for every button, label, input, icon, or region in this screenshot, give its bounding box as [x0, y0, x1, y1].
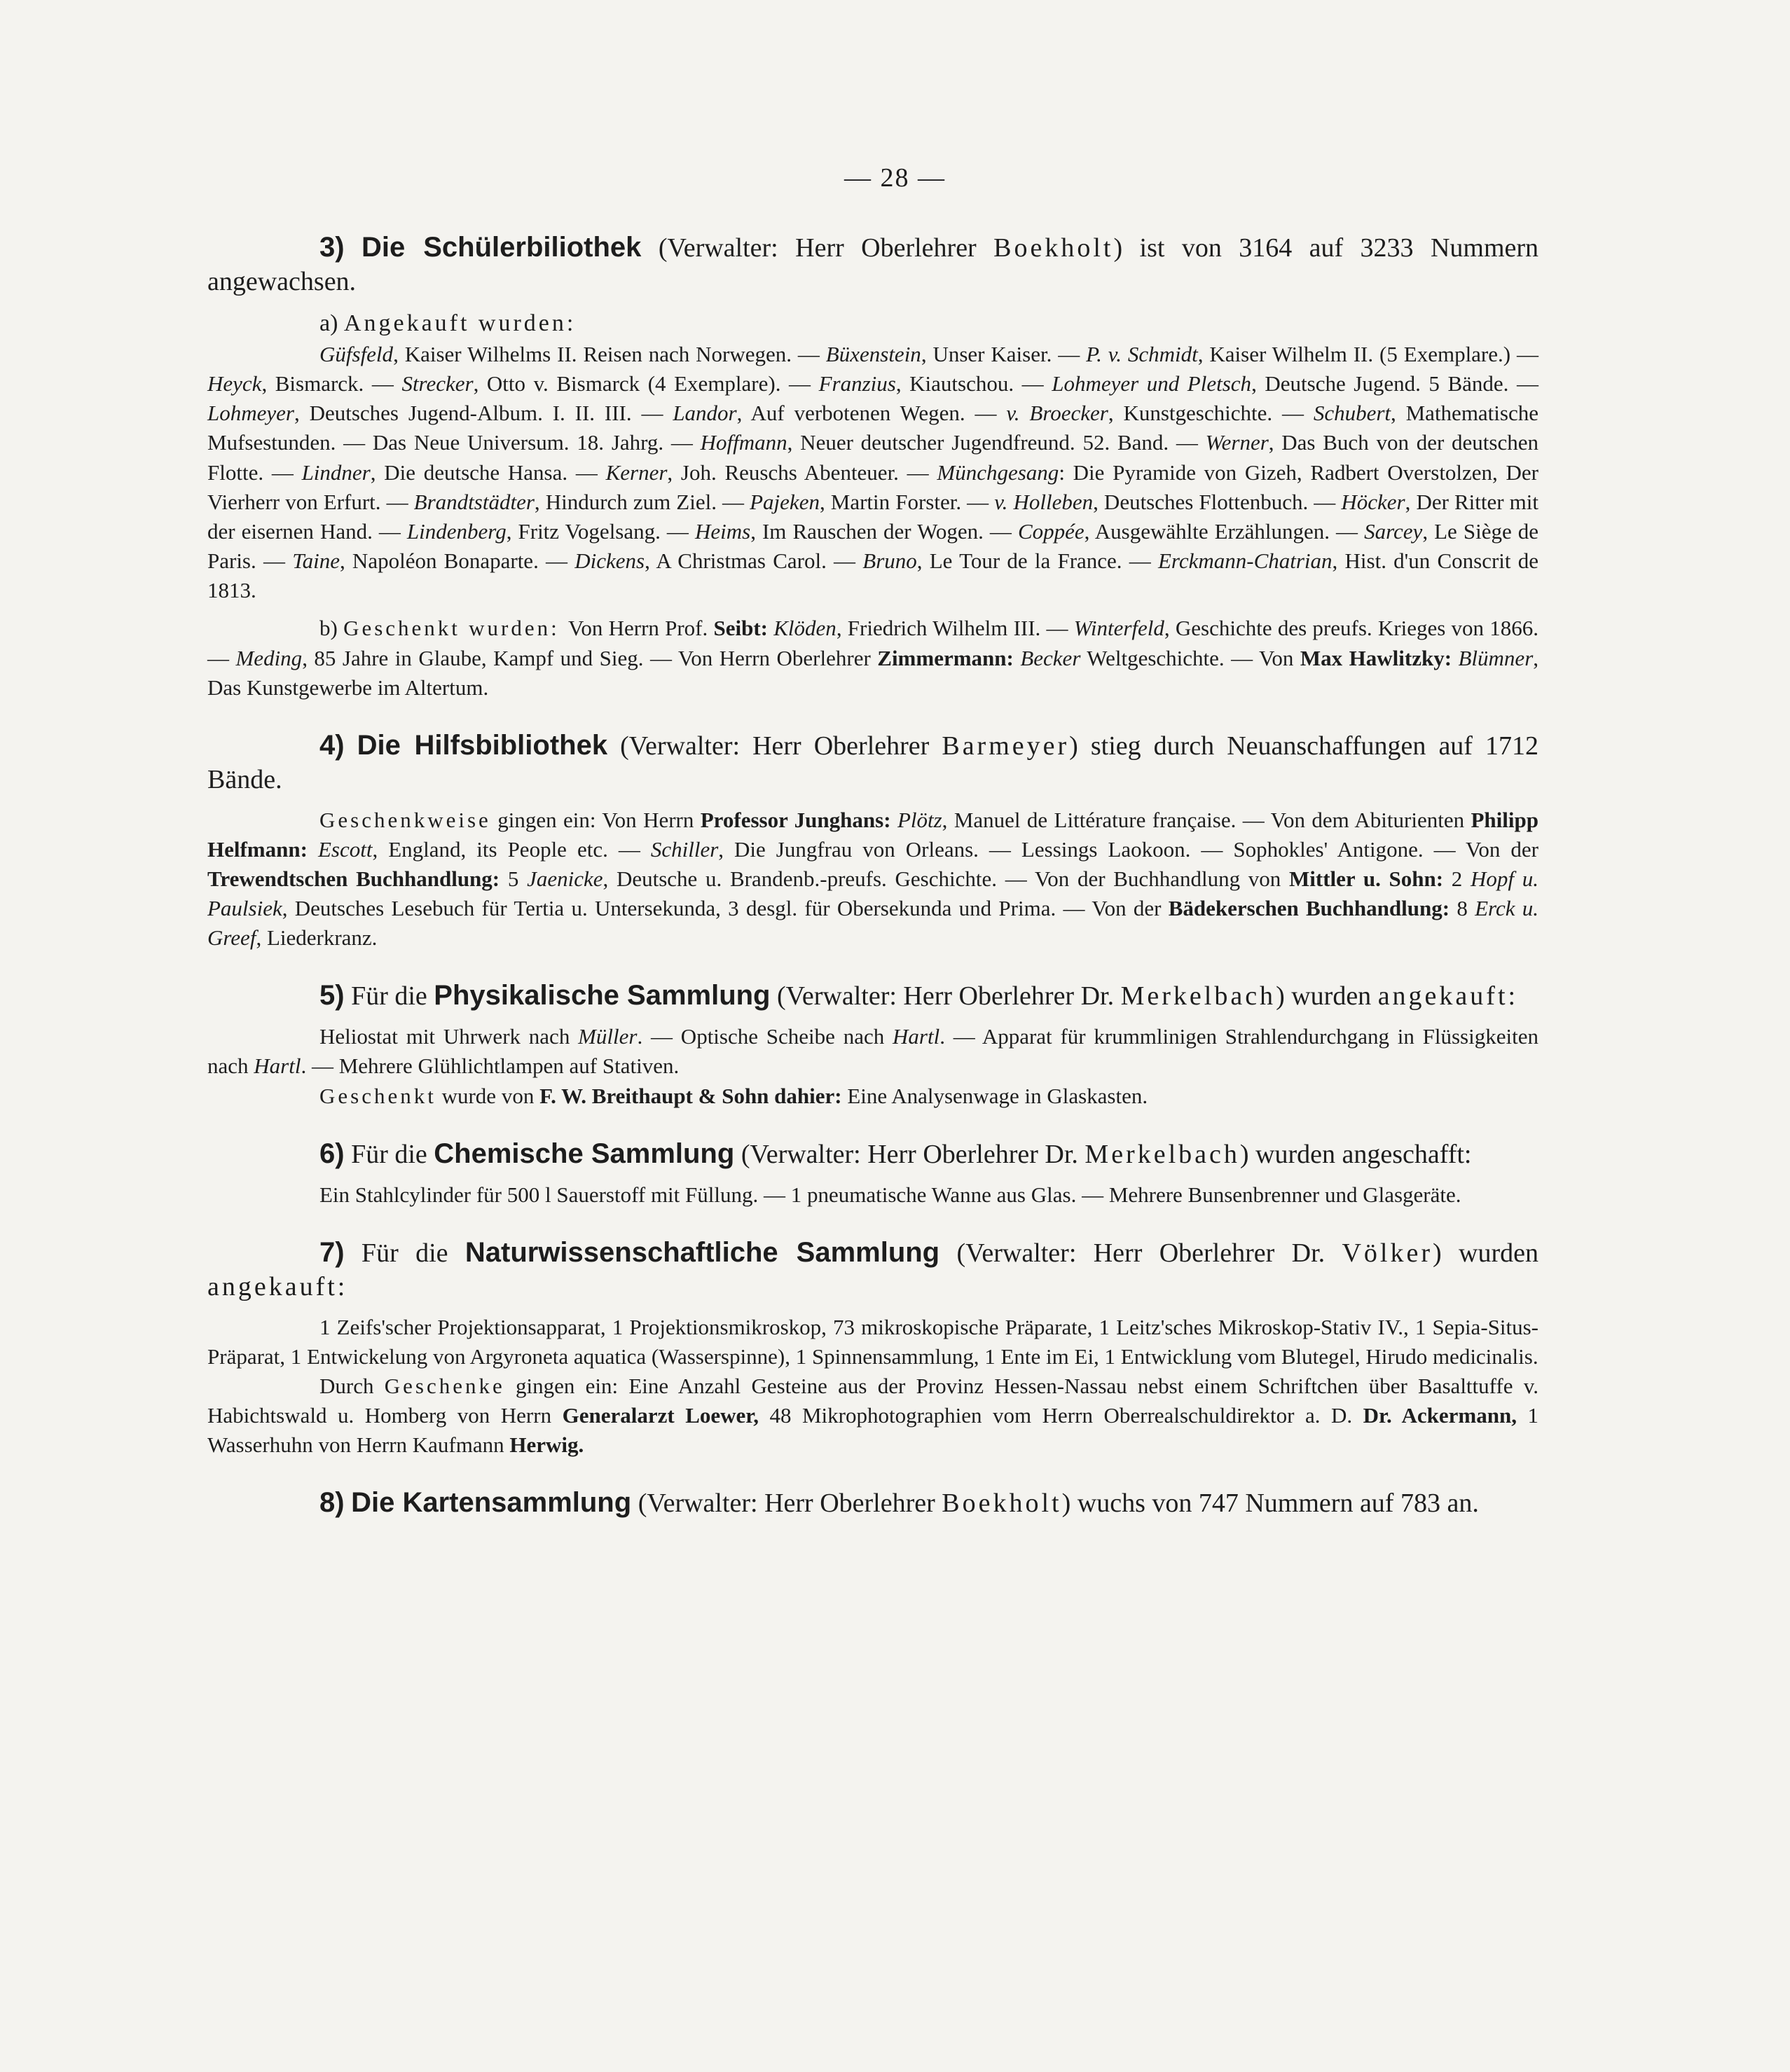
- page-content: [207, 230, 1538, 1521]
- section-3b-title: Geschenkt wurden:: [343, 616, 568, 641]
- section-3a-label: a): [319, 310, 344, 336]
- author-name: Schubert: [1313, 401, 1391, 426]
- section-6-number: 6): [319, 1138, 345, 1169]
- text-run: , 85 Jahre in Glaube, Kampf und Sieg. — Von Herrn Oberlehrer: [302, 645, 878, 670]
- donor-name: Herwig.: [509, 1432, 584, 1458]
- section-6-text-2: ) wurden angeschafft:: [1239, 1139, 1472, 1169]
- text-run: , Deutsche Jugend. 5 Bände. —: [1251, 371, 1538, 396]
- text-run: , Kaiser Wilhelm II. (5 Exemplare.) —: [1197, 341, 1538, 366]
- text-run: , Le Tour de la France. —: [916, 548, 1158, 574]
- author-name: Taine: [292, 548, 340, 574]
- section-4-text-1: (Verwalter: Herr Oberlehrer: [607, 731, 942, 761]
- text-run: [1452, 646, 1458, 670]
- text-run: , Hist. d'un Conscrit de 1813.: [207, 548, 1538, 603]
- author-name: Münchgesang: [937, 460, 1059, 485]
- author-name: v. Holleben: [994, 489, 1094, 514]
- text-run: 8: [1450, 896, 1475, 921]
- donor-name: F. W. Breithaupt & Sohn dahier:: [539, 1083, 842, 1108]
- text-run: gingen ein: Eine Anzahl Gesteine aus der Provinz Hessen-Nassau nebst einem Schriftchen über Basalttuffe v. Habichtswald u. Homberg von Herrn: [207, 1373, 1538, 1428]
- section-4-title: Die Hilfsbibliothek: [357, 729, 608, 761]
- section-8-title: Die Kartensammlung: [351, 1487, 632, 1519]
- text-run: , Liederkranz.: [256, 925, 378, 951]
- section-5-text-2: ) wurden: [1276, 981, 1378, 1011]
- section-7-title: Naturwissenschaftliche Sammlung: [464, 1236, 940, 1268]
- section-6-pre: Für die: [344, 1139, 434, 1169]
- section-8-text-2: ) wuchs von 747 Nummern auf 783 an.: [1061, 1489, 1479, 1519]
- section-7-pre: Für die: [344, 1238, 465, 1268]
- text-run: , Kunstgeschichte. —: [1108, 401, 1314, 426]
- author-name: Erck u. Greef: [207, 896, 1539, 951]
- author-name: P. v. Schmidt: [1086, 341, 1198, 366]
- author-name: Landor: [673, 401, 737, 426]
- section-7-text-1: (Verwalter: Herr Oberlehrer Dr.: [939, 1238, 1342, 1268]
- author-name: Escott: [317, 836, 373, 862]
- text-run: , England, its People etc. —: [372, 836, 651, 862]
- donor-name: Dr. Ackermann,: [1363, 1402, 1517, 1428]
- author-name: Kerner: [605, 460, 668, 485]
- donor-name: Zimmermann:: [877, 645, 1014, 670]
- section-4-number: 4): [319, 729, 345, 761]
- section-7-name: Völker: [1342, 1238, 1433, 1268]
- section-3-heading: [207, 230, 1538, 299]
- text-run: , Deutsches Lesebuch für Tertia u. Untersekunda, 3 desgl. für Obersekunda und Prima. — Von der: [282, 896, 1169, 921]
- section-7-list: 1 Zeifs'scher Projektionsapparat, 1 Projektionsmikroskop, 73 mikroskopische Präparate, 1 Leitz'sches Mikroskop-Stativ IV., 1 Sepia-Situs-Präparat, 1 Entwickelung von Argyroneta aquatica (Wasserspinne), 1 Spinnensammlung, 1 Ente im Ei, 1 Entwicklung vom Blutegel, Hirudo medicinalis.: [207, 1314, 1538, 1369]
- text-run: [308, 837, 318, 862]
- section-7-gifts-pre: Durch: [319, 1373, 385, 1398]
- section-4-gifts-title: Geschenkweise: [319, 807, 491, 832]
- section-5-gifts-items: [436, 1084, 1148, 1108]
- author-name: Becker: [1020, 645, 1081, 670]
- section-7-number: 7): [319, 1236, 345, 1268]
- text-run: , Deutsche u. Brandenb.-preufs. Geschichte. — Von der Buchhandlung von: [603, 866, 1290, 891]
- donor-name: Max Hawlitzky:: [1300, 645, 1452, 670]
- section-7-title-2: angekauft:: [207, 1271, 348, 1301]
- text-run: , Der Ritter mit der eisernen Hand. —: [207, 489, 1538, 544]
- author-name: v. Broecker: [1006, 401, 1108, 426]
- text-run: , Die Jungfrau von Orleans. — Lessings Laokoon. — Sophokles' Antigone. — Von der: [718, 836, 1539, 862]
- text-run: , Manuel de Littérature française. — Von dem Abiturienten: [942, 807, 1471, 832]
- section-3b-list: [207, 614, 1538, 702]
- author-name: Bruno: [862, 548, 917, 574]
- section-7-gifts: [207, 1372, 1538, 1460]
- section-6-list: Ein Stahlcylinder für 500 l Sauerstoff mit Füllung. — 1 pneumatische Wanne aus Glas. — Mehrere Bunsenbrenner und Glasgeräte.: [319, 1182, 1461, 1207]
- donor-name: Mittler u. Sohn:: [1289, 866, 1444, 891]
- author-name: Franzius: [818, 371, 896, 396]
- text-run: : Die Pyramide von Gizeh, Radbert Overstolzen, Der Vierherr von Erfurt. —: [207, 460, 1539, 514]
- author-name: Hartl: [254, 1054, 301, 1079]
- section-7-text-2: ) wurden: [1433, 1238, 1538, 1268]
- author-name: Lohmeyer: [207, 401, 294, 426]
- section-8-text-1: (Verwalter: Herr Oberlehrer: [631, 1489, 942, 1519]
- section-3-text-1: (Verwalter: Herr Oberlehrer: [641, 233, 994, 263]
- text-run: 1 Wasserhuhn von Herrn Kaufmann: [207, 1402, 1538, 1458]
- text-run: , Das Buch von der deutschen Flotte. —: [207, 430, 1539, 485]
- text-run: 48 Mikrophotographien vom Herrn Oberrealschuldirektor a. D.: [758, 1402, 1363, 1428]
- author-name: Hopf u. Paulsiek: [207, 866, 1538, 921]
- section-4-gifts: [207, 806, 1538, 953]
- author-name: Blümner: [1458, 645, 1534, 670]
- text-run: , Deutsches Flottenbuch. —: [1093, 489, 1342, 514]
- text-run: , Friedrich Wilhelm III. —: [836, 616, 1074, 641]
- donor-name: Generalarzt Loewer,: [562, 1402, 759, 1428]
- author-name: Müller: [578, 1024, 638, 1049]
- text-run: , Im Rauschen der Wogen. —: [750, 518, 1018, 544]
- text-run: , Auf verbotenen Wegen. —: [736, 401, 1007, 426]
- author-name: Brandtstädter: [413, 489, 535, 514]
- section-5-list: [207, 1022, 1538, 1081]
- text-run: , Kiautschou. —: [895, 371, 1052, 396]
- section-3b-label: b): [319, 616, 344, 641]
- author-name: Schiller: [650, 836, 719, 862]
- section-5-gifts-title: Geschenkt: [319, 1083, 436, 1108]
- page-number: — 28 —: [844, 163, 946, 193]
- author-name: Lindenberg: [406, 518, 507, 544]
- section-6-title: Chemische Sammlung: [434, 1138, 735, 1169]
- text-run: [1014, 646, 1020, 670]
- author-name: Meding: [235, 645, 303, 670]
- text-run: wurde von: [436, 1083, 540, 1108]
- section-5-text-1: (Verwalter: Herr Oberlehrer Dr.: [770, 981, 1121, 1011]
- donor-name: Professor Junghans:: [700, 807, 891, 832]
- text-run: , Die deutsche Hansa. —: [370, 460, 606, 485]
- section-3a-list: [207, 340, 1538, 605]
- text-run: . — Apparat für krummlinigen Strahlendurchgang in Flüssigkeiten nach: [207, 1024, 1538, 1079]
- text-run: 2: [1443, 866, 1471, 891]
- author-name: Hartl: [893, 1024, 940, 1049]
- text-run: 5: [500, 866, 528, 891]
- section-3-number: 3): [319, 232, 345, 263]
- text-run: . — Optische Scheibe nach: [637, 1024, 893, 1049]
- author-name: Höcker: [1341, 489, 1405, 514]
- donor-name: Philipp Helfmann:: [207, 807, 1538, 862]
- section-8-number: 8): [319, 1487, 345, 1519]
- author-name: Güfsfeld: [319, 341, 394, 366]
- author-name: Lohmeyer und Pletsch: [1052, 371, 1252, 396]
- text-run: , Martin Forster. —: [819, 489, 995, 514]
- author-name: Heims: [694, 518, 751, 544]
- section-3-text-2: ) ist von 3164 auf 3233 Nummern angewachsen.: [207, 233, 1539, 296]
- author-name: Coppée: [1017, 518, 1085, 544]
- text-run: , Unser Kaiser. —: [921, 341, 1087, 366]
- author-name: Erckmann-Chatrian: [1158, 548, 1333, 574]
- section-3-title: Die Schülerbiliothek: [361, 232, 642, 263]
- section-5-title-2: angekauft:: [1377, 981, 1519, 1011]
- author-name: Winterfeld: [1073, 616, 1164, 641]
- section-7-heading: [207, 1235, 1538, 1304]
- section-3-name: Boekholt: [993, 233, 1114, 263]
- text-run: . — Mehrere Glühlichtlampen auf Stativen.: [301, 1054, 680, 1079]
- section-8-heading: [207, 1485, 1538, 1521]
- text-run: , Napoléon Bonaparte. —: [339, 548, 575, 574]
- author-name: Jaenicke: [527, 866, 603, 891]
- text-run: , Das Kunstgewerbe im Altertum.: [207, 645, 1539, 700]
- text-run: , Le Siège de Paris. —: [207, 518, 1539, 574]
- section-7-gifts-title: Geschenke: [384, 1373, 505, 1398]
- section-5-name: Merkelbach: [1120, 981, 1276, 1011]
- text-run: [891, 808, 897, 832]
- section-3a-title: Angekauft wurden:: [343, 310, 577, 336]
- text-run: , Mathematische Mufsestunden. — Das Neue Universum. 18. Jahrg. —: [207, 401, 1538, 455]
- author-name: Dickens: [574, 548, 645, 574]
- section-5-pre: Für die: [344, 981, 434, 1011]
- section-5-gifts: [207, 1082, 1538, 1111]
- text-run: Von Herrn Prof.: [567, 616, 714, 641]
- author-name: Werner: [1205, 430, 1269, 455]
- text-run: , Neuer deutscher Jugendfreund. 52. Band. —: [787, 430, 1206, 455]
- author-name: Plötz: [897, 807, 942, 832]
- text-run: Weltgeschichte. — Von: [1080, 645, 1300, 670]
- author-name: Hoffmann: [700, 430, 787, 455]
- text-run: , Hindurch zum Ziel. —: [534, 489, 750, 514]
- text-run: Heliostat mit Uhrwerk nach: [319, 1024, 579, 1049]
- section-6-name: Merkelbach: [1085, 1139, 1240, 1169]
- section-5-heading: [207, 978, 1538, 1014]
- section-6-heading: [207, 1136, 1538, 1172]
- section-8-name: Boekholt: [942, 1489, 1062, 1519]
- donor-name: Seibt:: [713, 616, 768, 641]
- text-run: , A Christmas Carol. —: [645, 548, 863, 574]
- author-name: Heyck: [207, 371, 262, 396]
- section-5-number: 5): [319, 980, 345, 1011]
- text-run: , Otto v. Bismarck (4 Exemplare). —: [473, 371, 819, 396]
- donor-name: Bädekerschen Buchhandlung:: [1168, 896, 1450, 921]
- text-run: Eine Analysenwage in Glaskasten.: [841, 1083, 1148, 1108]
- author-name: Strecker: [401, 371, 474, 396]
- text-run: [768, 616, 773, 640]
- section-6-text-1: (Verwalter: Herr Oberlehrer Dr.: [734, 1139, 1085, 1169]
- author-name: Pajeken: [750, 489, 820, 514]
- section-4-text-2: ) stieg durch Neuanschaffungen auf 1712 Bände.: [207, 731, 1538, 794]
- author-name: Klöden: [773, 616, 837, 641]
- text-run: , Geschichte des preufs. Krieges von 1866. —: [207, 616, 1538, 670]
- text-run: , Fritz Vogelsang. —: [506, 518, 695, 544]
- section-5-title: Physikalische Sammlung: [434, 980, 771, 1011]
- text-run: , Bismarck. —: [261, 371, 402, 396]
- section-3a-heading: [207, 308, 1538, 340]
- section-4-heading: [207, 728, 1538, 797]
- text-run: , Deutsches Jugend-Album. I. II. III. —: [294, 401, 673, 426]
- section-4-name: Barmeyer: [942, 731, 1070, 761]
- author-name: Sarcey: [1364, 518, 1423, 544]
- text-run: gingen ein: Von Herrn: [490, 807, 701, 832]
- text-run: , Kaiser Wilhelms II. Reisen nach Norwegen. —: [393, 341, 826, 366]
- text-run: , Ausgewählte Erzählungen. —: [1084, 518, 1365, 544]
- author-name: Lindner: [301, 460, 371, 485]
- donor-name: Trewendtschen Buchhandlung:: [207, 866, 500, 891]
- author-name: Büxenstein: [825, 341, 921, 366]
- text-run: , Joh. Reuschs Abenteuer. —: [667, 460, 937, 485]
